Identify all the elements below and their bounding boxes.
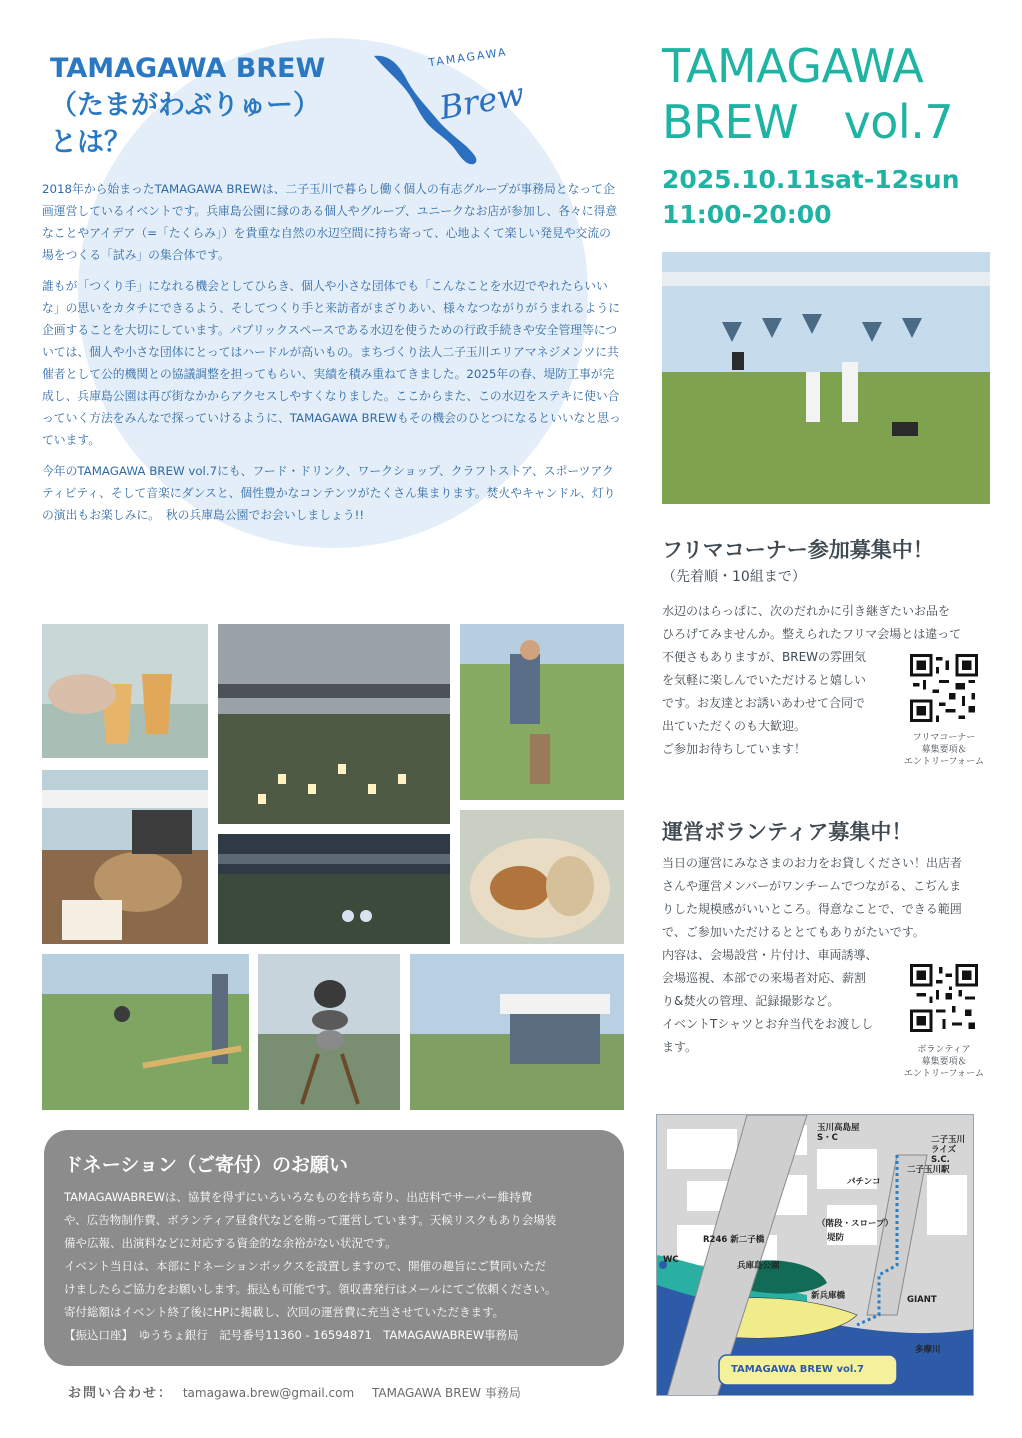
flea-body-line: ご参加お待ちしています！ [662,742,807,756]
venue-map [656,1114,974,1396]
donation-body [64,1186,614,1347]
volunteer-body-line: さんや運営メンバーがワンチームでつながる、こぢんま [662,879,962,893]
flea-body-line: 不便さもありますが、BREWの雰囲気 [662,650,867,664]
photo-live-music [662,252,990,504]
tamagawa-brew-logo [370,36,540,166]
logo-text-script: Brew [436,74,528,127]
intro-heading-line-1: TAMAGAWA BREW [50,53,326,84]
map-label-embankment: 堤防 [827,1233,845,1243]
photo-food-plate [460,810,624,944]
photo-candles-evening [218,624,450,824]
volunteer-qr-code[interactable] [910,964,978,1032]
map-label-road: R246 新二子橋 [703,1235,765,1245]
event-dates [662,162,960,232]
photo-stacked-stones [258,954,400,1110]
donation-body-line: 寄付総額はイベント終了後にHPに掲載し、次回の運営費に充当させていただきます。 [64,1305,505,1319]
contact-label: お問い合わせ： [68,1386,174,1401]
qr-caption-line: 募集要項＆ [921,745,967,755]
map-label-pachinko: パチンコ [847,1177,881,1187]
map-label-station: 二子玉川駅 [907,1165,950,1175]
volunteer-body-line: ます。 [662,1040,698,1054]
qr-caption-line: エントリーフォーム [903,757,985,767]
intro-paragraph-2: 誰もが「つくり手」になれる機会としてひらき、個人や小さな団体でも「こんなことを水辺でやれたらいいな」の思いをカタチにできるよう、そしてつくり手と来訪者がまざりあい、様々なつながりがうまれるように企画することを大切にしています。パブリックスペースである水辺を使うための行政手続きや安全管理等については、個人や小さな団体にとってはハードルが高いもの。まちづくり法人二子玉川エリアマネジメンツに共催者として公的機関との協議調整を担ってもらい、実績を積み重ねてきました。2025年の春、堤防工事が完成し、兵庫島公園は再び街なかからアクセスしやすくなりました。ここからまた、この水辺をステキに使い合っていく方法をみんなで探っていけるように、TAMAGAWA BREWもその機会のひとつになるといいなと思っています。 [42,279,621,447]
volunteer-body-line: で、ご参加いただけるととてもありがたいです。 [662,925,925,939]
map-label-wc: WC [663,1255,679,1265]
intro-heading [50,50,390,161]
photo-tent-market [410,954,624,1110]
volunteer-body-line: 会場巡視、本部での来場者対応、薪割 [662,971,867,985]
intro-heading-line-3: とは？ [50,127,131,158]
donation-body-line: 備や広報、出演料などに対応する資金的な余裕がない状況です。 [64,1236,397,1250]
map-label-mall: 玉川高島屋 S・C [817,1123,860,1143]
event-date: 2025.10.11sat-12sun [662,165,960,194]
map-label-venue: TAMAGAWA BREW vol.7 [731,1364,865,1375]
volunteer-qr-caption [894,1044,994,1080]
donation-body-line: イベント当日は、本部にドネーションボックスを設置しますので、開催の趣旨にご賛同いただ [64,1259,547,1273]
flea-body-line: 出ていただくのも大歓迎。 [662,719,807,733]
photo-night-river [218,834,450,944]
map-label-bridge: 新兵庫橋 [811,1291,846,1301]
map-label-park: 兵庫島公園 [737,1261,780,1271]
map-label-river: 多摩川 [915,1345,941,1355]
photo-market-stall [42,770,208,944]
qr-caption-line: エントリーフォーム [903,1069,985,1079]
flea-body-line: ひろげてみませんか。整えられたフリマ会場とは違って [662,627,962,641]
volunteer-body-line: イベントTシャツとお弁当代をお渡しし [662,1017,874,1031]
intro-body [42,178,622,535]
flea-qr-code[interactable] [910,654,978,722]
event-title [662,38,992,150]
volunteer-body-line: 当日の運営にみなさまのお力をお貸しください！出店者 [662,856,963,870]
qr-caption-line: フリマコーナー [912,733,976,743]
map-label-rise: 二子玉川 ライズ S.C. [931,1135,966,1165]
donation-heading: ドネーション（ご寄付）のお願い [64,1154,349,1176]
flea-body-line: 水辺のはらっぱに、次のだれかに引き継ぎたいお品を [662,604,951,618]
contact-email[interactable]: tamagawa.brew@gmail.com [182,1386,355,1400]
donation-account-line: 【振込口座】 ゆうちょ銀行 記号番号11360 - 16594871 TAMAGAWABREW事務局 [64,1328,519,1342]
intro-heading-line-2: （たまがわぶりゅー） [50,90,320,121]
donation-body-line: TAMAGAWABREWは、協賛を得ずにいろいろなものを持ち寄り、出店料でサーバー維持費 [64,1190,533,1204]
flea-qr-caption [894,732,994,768]
logo-text-top: TAMAGAWA [427,45,509,70]
event-title-line-2: BREW vol.7 [662,95,954,149]
volunteer-body-line: 内容は、会場設営・片付け、車両誘導、 [662,948,878,962]
volunteer-heading: 運営ボランティア募集中！ [662,820,913,844]
photo-lawn-activity [42,954,249,1110]
flea-heading: フリマコーナー参加募集中！ [662,538,934,562]
intro-paragraph-1: 2018年から始まったTAMAGAWA BREWは、二子玉川で暮らし働く個人の有志グループが事務局となって企画運営しているイベントです。兵庫島公園に縁のある個人やグループ、ユニークなお店が参加し、各々に得意なことやアイデア（=「たくらみ」）を貴重な自然の水辺空間に持ち寄って、心地よくて楽しい発見や交流の場をつくる「試み」の集合体です。 [42,182,618,262]
contact-line [68,1382,521,1401]
event-title-line-1: TAMAGAWA [662,39,924,93]
flea-subheading: （先着順・10組まで） [662,569,806,585]
qr-caption-line: ボランティア [917,1045,971,1055]
map-label-giant: GIANT [907,1295,937,1305]
volunteer-body-line: り&焚火の管理、記録撮影など。 [662,994,840,1008]
intro-paragraph-3: 今年のTAMAGAWA BREW vol.7にも、フード・ドリンク、ワークショップ、クラフトストア、スポーツアクティビティ、そして音楽にダンスと、個性豊かなコンテンツがたくさん集まります。焚火やキャンドル、灯りの演出もお楽しみに。 秋の兵庫島公園でお会いしましょう!! [42,464,616,522]
flea-body-line: を気軽に楽しんでいただけると嬉しい [662,673,867,687]
contact-office: TAMAGAWA BREW 事務局 [371,1386,521,1400]
qr-caption-line: 募集要項＆ [921,1057,967,1067]
event-time: 11:00-20:00 [662,200,832,229]
photo-wood-splitting [460,624,624,800]
donation-body-line: けましたらご協力をお願いします。振込も可能です。領収書発行はメールにてご依頼ください。 [64,1282,557,1296]
donation-body-line: や、広告物制作費、ボランティア昼食代などを賄って運営しています。天候リスクもあり会場装 [64,1213,557,1227]
volunteer-body-line: りした規模感がいいところ。得意なことで、できる範囲 [662,902,962,916]
map-label-embankment-note: （階段・スロープ） [817,1219,894,1229]
photo-beer-cups [42,624,208,758]
flea-body-line: です。お友達とお誘いあわせて合同で [662,696,866,710]
